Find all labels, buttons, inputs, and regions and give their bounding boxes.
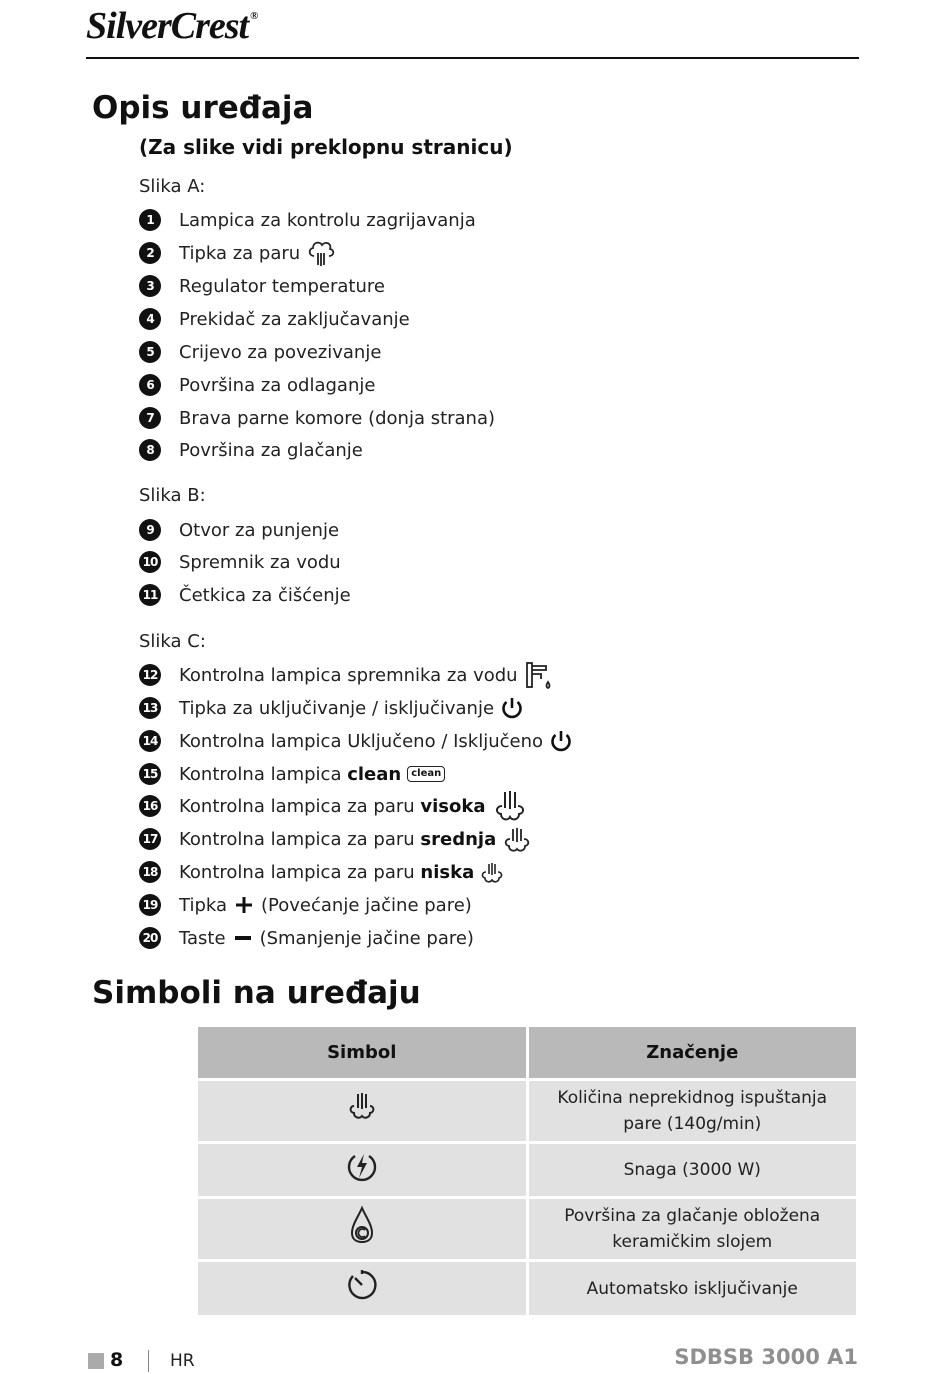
list-item xyxy=(139,239,336,267)
list-item xyxy=(139,272,385,300)
list-item xyxy=(139,548,341,576)
item-text: Površina za glačanje xyxy=(179,439,363,461)
page-number: 8 xyxy=(110,1349,124,1371)
item-number-badge: 12 xyxy=(139,664,161,686)
steam-medium-icon xyxy=(502,825,532,853)
item-text: Kontrolna lampica za paru xyxy=(179,795,415,817)
item-number-badge: 13 xyxy=(139,697,161,719)
item-number-badge: 6 xyxy=(139,374,161,396)
item-number-badge: 14 xyxy=(139,730,161,752)
figure-label: Slika B: xyxy=(139,485,206,506)
header-symbol: Simbol xyxy=(197,1026,528,1080)
meaning-cell: Količina neprekidnog ispuštanja pare (140g/min) xyxy=(527,1080,858,1143)
list-item xyxy=(139,727,573,755)
list-item xyxy=(139,371,375,399)
symbol-cell xyxy=(197,1080,528,1143)
item-number-badge: 2 xyxy=(139,242,161,264)
item-number-badge: 15 xyxy=(139,763,161,785)
item-text: Prekidač za zaključavanje xyxy=(179,308,410,330)
model-number: SDBSB 3000 A1 xyxy=(674,1345,858,1369)
item-number-badge: 19 xyxy=(139,894,161,916)
meaning-cell: Snaga (3000 W) xyxy=(527,1143,858,1198)
continuous-steam-icon xyxy=(345,1090,379,1132)
table-row xyxy=(197,1198,858,1261)
footer-separator xyxy=(148,1350,149,1372)
header-rule xyxy=(86,57,859,59)
meaning-cell: Automatsko isključivanje xyxy=(527,1261,858,1317)
item-text: Brava parne komore (donja strana) xyxy=(179,407,496,429)
list-item xyxy=(139,338,381,366)
footer-square xyxy=(88,1353,104,1369)
ceramic-soleplate-icon xyxy=(347,1205,377,1253)
steam-cloud-icon xyxy=(306,239,336,267)
item-text: Otvor za punjenje xyxy=(179,519,340,541)
table-row xyxy=(197,1261,858,1317)
list-item xyxy=(139,825,532,853)
minus-icon xyxy=(234,929,252,947)
steam-low-icon xyxy=(480,861,504,883)
list-item xyxy=(139,792,528,820)
item-text: Tipka za paru xyxy=(179,242,301,264)
item-text: Kontrolna lampica xyxy=(179,763,342,785)
item-text: Regulator temperature xyxy=(179,275,385,297)
list-item xyxy=(139,581,351,609)
water-tap-icon xyxy=(524,660,554,690)
item-text: Kontrolna lampica za paru xyxy=(179,828,415,850)
section-subtitle: (Za slike vidi preklopnu stranicu) xyxy=(139,135,513,159)
item-text: Taste xyxy=(179,927,226,949)
item-number-badge: 17 xyxy=(139,828,161,850)
brand-logo: SilverCrest ® xyxy=(86,5,258,47)
list-item xyxy=(139,891,472,919)
item-text-bold: niska xyxy=(420,861,475,883)
power-icon xyxy=(500,696,524,720)
item-number-badge: 18 xyxy=(139,861,161,883)
item-number-badge: 9 xyxy=(139,519,161,541)
item-number-badge: 11 xyxy=(139,584,161,606)
symbol-cell xyxy=(197,1143,528,1198)
item-number-badge: 7 xyxy=(139,407,161,429)
item-text: Tipka xyxy=(179,894,228,916)
item-number-badge: 3 xyxy=(139,275,161,297)
item-number-badge: 8 xyxy=(139,439,161,461)
item-text: Tipka za uključivanje / isključivanje xyxy=(179,697,495,719)
symbol-cell xyxy=(197,1261,528,1317)
item-text: Kontrolna lampica spremnika za vodu xyxy=(179,664,518,686)
item-number-badge: 10 xyxy=(139,551,161,573)
item-text-after: (Povećanje jačine pare) xyxy=(261,894,472,916)
symbol-cell xyxy=(197,1198,528,1261)
language-code: HR xyxy=(170,1351,195,1371)
item-text: Crijevo za povezivanje xyxy=(179,341,382,363)
list-item xyxy=(139,694,524,722)
figure-label: Slika C: xyxy=(139,631,206,652)
list-item xyxy=(139,206,476,234)
item-text: Kontrolna lampica Uključeno / Isključeno xyxy=(179,730,544,752)
symbols-table xyxy=(195,1024,859,1318)
item-number-badge: 1 xyxy=(139,209,161,231)
list-item xyxy=(139,760,445,788)
plus-icon xyxy=(235,896,253,914)
list-item xyxy=(139,661,554,689)
item-text: Lampica za kontrolu zagrijavanja xyxy=(179,209,476,231)
power-icon xyxy=(549,729,573,753)
list-item xyxy=(139,924,474,952)
list-item xyxy=(139,436,363,464)
item-text: Površina za odlaganje xyxy=(179,374,376,396)
header-meaning: Značenje xyxy=(527,1026,858,1080)
section-title-symbols: Simboli na uređaju xyxy=(92,975,421,1011)
item-text: Četkica za čišćenje xyxy=(179,584,351,606)
list-item xyxy=(139,516,339,544)
table-header-row xyxy=(197,1026,858,1080)
meaning-cell: Površina za glačanje obložena keramičkim slojem xyxy=(527,1198,858,1261)
steam-high-icon xyxy=(492,789,528,823)
auto-off-timer-icon xyxy=(345,1268,379,1310)
item-number-badge: 16 xyxy=(139,795,161,817)
item-text-bold: clean xyxy=(347,763,402,785)
item-text: Spremnik za vodu xyxy=(179,551,341,573)
section-title-device-description: Opis uređaja xyxy=(92,90,314,126)
figure-label: Slika A: xyxy=(139,176,206,197)
item-text-after: (Smanjenje jačine pare) xyxy=(259,927,474,949)
table-row xyxy=(197,1080,858,1143)
item-number-badge: 5 xyxy=(139,341,161,363)
item-text-bold: visoka xyxy=(420,795,486,817)
table-row xyxy=(197,1143,858,1198)
item-text: Kontrolna lampica za paru xyxy=(179,861,415,883)
list-item xyxy=(139,404,495,432)
list-item xyxy=(139,305,410,333)
power-lightning-icon xyxy=(345,1149,379,1191)
item-number-badge: 20 xyxy=(139,927,161,949)
item-text-bold: srednja xyxy=(420,828,497,850)
clean-badge-icon: clean xyxy=(407,766,445,782)
list-item xyxy=(139,858,504,886)
item-number-badge: 4 xyxy=(139,308,161,330)
